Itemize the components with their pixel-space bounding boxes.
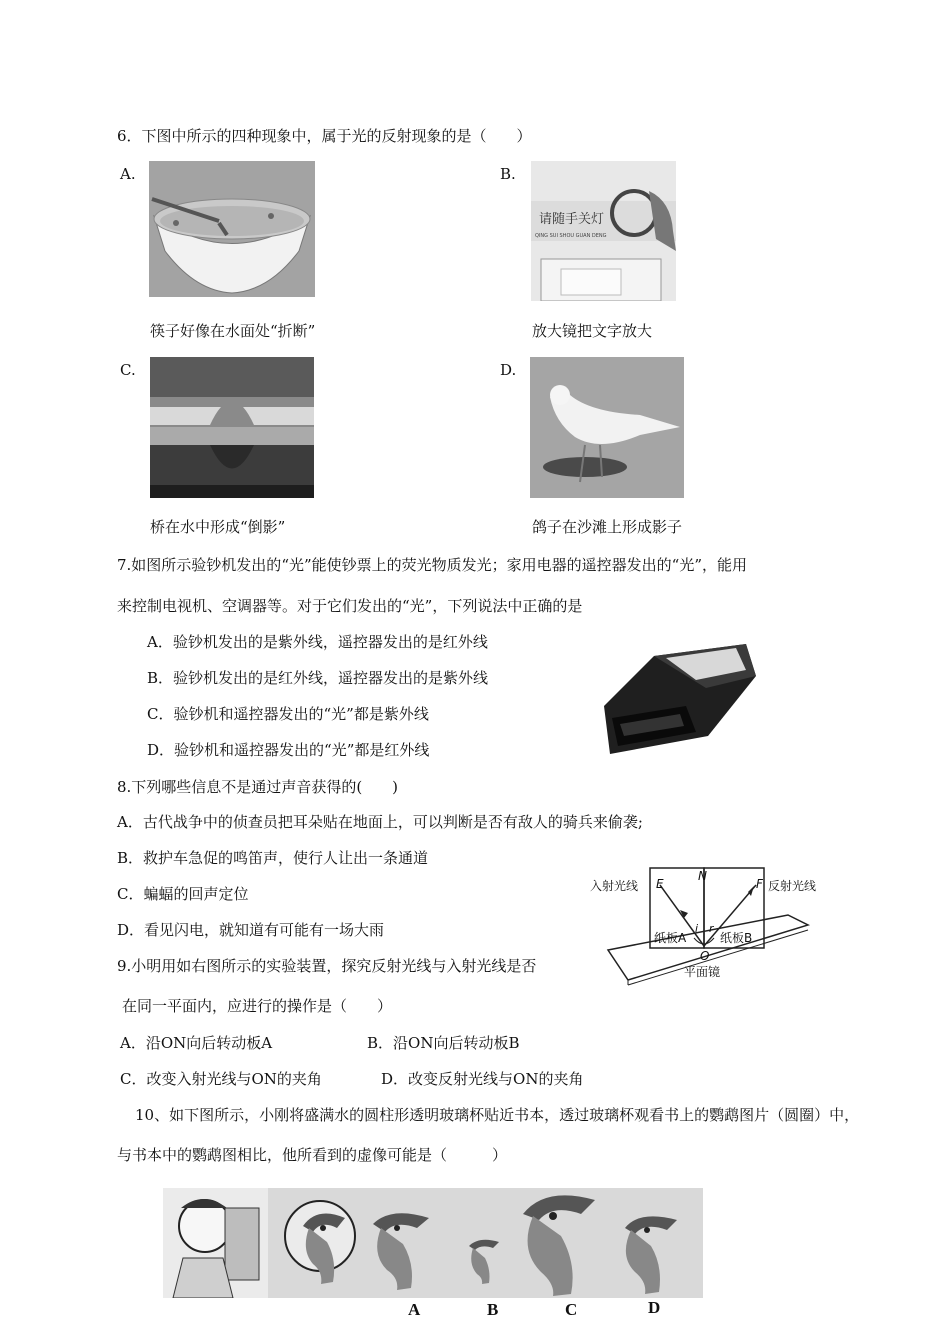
q6-option-a-letter: A. bbox=[120, 165, 136, 183]
q6-option-b-caption: 放大镜把文字放大 bbox=[532, 322, 653, 340]
label-board-a: 纸板A bbox=[654, 931, 687, 945]
label-i: i bbox=[695, 922, 699, 935]
q10-label-b: B bbox=[487, 1300, 499, 1319]
parrot-option-c-icon bbox=[523, 1195, 595, 1296]
label-incident-ray: 入射光线 bbox=[590, 879, 639, 893]
q6-option-a-caption: 筷子好像在水面处“折断” bbox=[150, 322, 316, 340]
q7-option-b: B．验钞机发出的是红外线，遥控器发出的是紫外线 bbox=[147, 669, 489, 687]
label-plane-mirror: 平面镜 bbox=[684, 965, 721, 979]
sign-pinyin: QING SUI SHOU GUAN DENG bbox=[535, 233, 607, 239]
parrot-lens-figure bbox=[163, 1188, 703, 1298]
q7-stem-line1: 7.如图所示验钞机发出的“光”能使钞票上的荧光物质发光；家用电器的遥控器发出的“光”，能用 bbox=[117, 556, 747, 574]
parrot-option-b-icon bbox=[469, 1240, 499, 1284]
bridge-reflection-photo bbox=[150, 357, 314, 498]
q6-option-b-letter: B. bbox=[500, 165, 516, 183]
label-reflected-ray: 反射光线 bbox=[768, 879, 817, 893]
q9-option-c: C．改变入射光线与ON的夹角 bbox=[120, 1070, 322, 1088]
q9-option-d: D．改变反射光线与ON的夹角 bbox=[381, 1070, 584, 1088]
q7-option-d: D．验钞机和遥控器发出的“光”都是红外线 bbox=[147, 741, 430, 759]
q8-option-d: D．看见闪电，就知道有可能有一场大雨 bbox=[117, 921, 385, 939]
q6-option-c-caption: 桥在水中形成“倒影” bbox=[150, 518, 286, 536]
sign-text: 请随手关灯 bbox=[539, 212, 605, 227]
magnifier-sign-photo bbox=[531, 161, 676, 301]
label-board-b: 纸板B bbox=[720, 931, 753, 945]
q9-option-b: B．沿ON向后转动板B bbox=[367, 1034, 520, 1052]
q8-option-c: C．蝙蝠的回声定位 bbox=[117, 885, 249, 903]
q7-stem-line2: 来控制电视机、空调器等。对于它们发出的“光”，下列说法中正确的是 bbox=[117, 597, 583, 615]
label-e: E bbox=[656, 877, 664, 891]
q6-stem: 6．下图中所示的四种现象中，属于光的反射现象的是（ ） bbox=[117, 127, 532, 145]
label-n: N bbox=[698, 869, 707, 883]
q8-option-a: A．古代战争中的侦查员把耳朵贴在地面上，可以判断是否有敌人的骑兵来偷袭; bbox=[117, 813, 643, 831]
pigeon-shadow-photo bbox=[530, 357, 684, 498]
q10-label-a: A bbox=[408, 1300, 421, 1319]
q10-stem-line1: 10、如下图所示，小刚将盛满水的圆柱形透明玻璃杯贴近书本，透过玻璃杯观看书上的鹦鹉图片（圆圈）中， bbox=[135, 1106, 860, 1124]
chopsticks-in-bowl-photo bbox=[149, 161, 315, 297]
q7-option-c: C．验钞机和遥控器发出的“光”都是紫外线 bbox=[147, 705, 429, 723]
parrot-option-d-icon bbox=[625, 1216, 677, 1294]
q9-stem-line1: 9.小明用如右图所示的实验装置，探究反射光线与入射光线是否 bbox=[117, 957, 537, 975]
q8-stem: 8.下列哪些信息不是通过声音获得的( ) bbox=[117, 778, 399, 796]
label-f: F bbox=[756, 877, 763, 891]
parrot-original-icon bbox=[303, 1214, 345, 1285]
q10-label-d: D bbox=[648, 1298, 661, 1317]
parrot-option-a-icon bbox=[373, 1213, 429, 1290]
label-o: O bbox=[700, 949, 710, 963]
q9-stem-line2: 在同一平面内，应进行的操作是（ ） bbox=[122, 997, 393, 1015]
q10-label-c: C bbox=[565, 1300, 578, 1319]
q6-option-d-letter: D. bbox=[500, 361, 517, 379]
q8-option-b: B．救护车急促的鸣笛声，使行人让出一条通道 bbox=[117, 849, 429, 867]
q6-option-c-letter: C. bbox=[120, 361, 136, 379]
money-detector-photo bbox=[596, 636, 760, 764]
q6-option-d-caption: 鸽子在沙滩上形成影子 bbox=[532, 518, 683, 536]
reflection-experiment-diagram bbox=[588, 860, 831, 990]
q10-stem-line2: 与书本中的鹦鹉图相比，他所看到的虚像可能是（ ） bbox=[117, 1146, 508, 1164]
label-r: r bbox=[709, 922, 714, 935]
q7-option-a: A．验钞机发出的是紫外线，遥控器发出的是红外线 bbox=[147, 633, 488, 651]
q9-option-a: A．沿ON向后转动板A bbox=[120, 1034, 273, 1052]
